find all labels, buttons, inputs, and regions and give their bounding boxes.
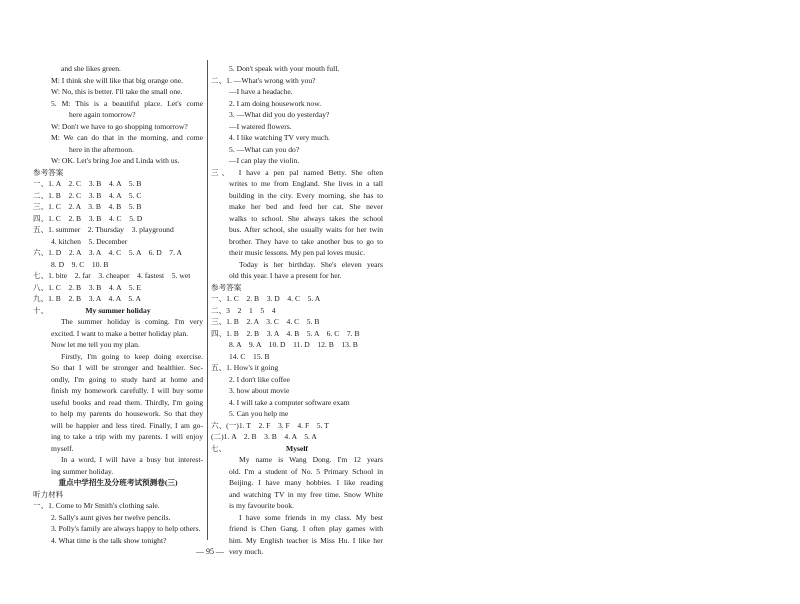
text-line: 三、1. B 2. A 3. C 4. C 5. B — [211, 317, 320, 326]
text-line: W: OK. Let's bring Joe and Linda with us. — [51, 156, 180, 165]
text-line: building in the city. Every morning, she has to — [229, 190, 383, 200]
text-line: 五、1. summer 2. Thursday 3. playground — [33, 225, 174, 234]
text-line: ondly, I'm going to study hard at home and — [51, 374, 203, 384]
text-line: Now let me tell you my plan. — [51, 340, 140, 349]
text-line: The summer holiday is coming. I'm very — [61, 317, 203, 326]
text-line: walks to school. She always takes the school — [229, 213, 383, 223]
text-line: 3. —What did you do yesterday? — [229, 110, 330, 119]
text-line: old. I'm a student of No. 5 Primary School in — [229, 466, 383, 476]
text-line: old this year. I have a present for her. — [229, 271, 342, 280]
left-column — [33, 63, 203, 546]
text-line: very much. — [229, 547, 264, 556]
text-line: him. My English teacher is Miss Hu. I like her — [229, 535, 383, 545]
column-divider — [207, 60, 208, 540]
text-line: myself. — [51, 443, 74, 453]
essay-title: Myself — [286, 443, 308, 453]
text-line: 4. I will take a computer software exam — [229, 397, 350, 407]
text-line: 3. Polly's family are always happy to help others. — [51, 524, 201, 533]
text-line: and watching TV in my free time. Snow White — [229, 489, 383, 499]
text-line: useful books and read them. Thirdly, I'm going — [51, 397, 203, 407]
text-line: excited. I want to make a better holiday plan. — [51, 328, 189, 338]
text-line: ing to take a trip with my parents. I will enjoy — [51, 432, 203, 441]
text-line: 5. Can you help me — [229, 409, 289, 418]
text-line: 六、(一)1. T 2. F 3. F 4. F 5. T — [211, 420, 329, 430]
text-line: 5. M: This is a beautiful place. Let's come — [51, 98, 203, 108]
text-line: —I watered flowers. — [229, 121, 292, 131]
text-line: 2. I am doing housework now. — [229, 98, 322, 108]
text-line: 二、1. —What's wrong with you? — [211, 75, 316, 85]
text-line: 八、1. C 2. B 3. B 4. A 5. E — [33, 282, 142, 292]
text-line: 一、1. Come to Mr Smith's clothing sale. — [33, 501, 160, 510]
text-line: 七、1. bite 2. far 3. cheaper 4. fastest 5. wet — [33, 271, 191, 280]
text-line: 四、1. B 2. B 3. A 4. B 5. A 6. C 7. B — [211, 328, 360, 338]
text-line: 一、1. A 2. C 3. B 4. A 5. B — [33, 179, 142, 188]
text-line: 听力材料 — [33, 489, 64, 499]
text-line: M: I think she will like that big orange one. — [51, 75, 184, 85]
text-line: W: Don't we have to go shopping tomorrow? — [51, 121, 188, 131]
page-number: — 95 — — [196, 547, 224, 556]
text-line: —I have a headache. — [229, 87, 293, 96]
text-line: M: We can do that in the morning, and come — [51, 133, 203, 142]
text-line: —I can play the violin. — [229, 156, 300, 165]
text-line: their music lessons. My pen pal loves music. — [229, 248, 366, 257]
text-line: (二)1. A 2. B 3. B 4. A 5. A — [211, 432, 317, 441]
text-line: 六、1. D 2. A 3. A 4. C 5. A 6. D 7. A — [33, 248, 182, 257]
text-line: My name is Wang Dong. I'm 12 years — [239, 455, 383, 464]
text-line: 五、1. How's it going — [211, 363, 279, 372]
text-line: 九、1. B 2. B 3. A 4. A 5. A — [33, 294, 142, 303]
text-line: make her bed and feed her cat. She never — [229, 202, 383, 211]
text-line: So that I will be stronger and healthier. Sec- — [51, 363, 203, 372]
right-column — [211, 63, 383, 558]
text-line: will be happier and less tired. Finally, I am go- — [51, 420, 203, 430]
essay-title: My summer holiday — [85, 305, 151, 315]
text-line: W: No, this is better. I'll take the small one. — [51, 87, 183, 96]
text-line: to help my parents do housework. So that they — [51, 409, 203, 418]
text-line: 5. Don't speak with your mouth full. — [229, 64, 340, 73]
text-line: 4. kitchen 5. December — [51, 236, 128, 246]
text-line: I have some friends in my class. My best — [239, 512, 383, 522]
text-line: here in the afternoon. — [69, 144, 134, 154]
text-line: ing summer holiday. — [51, 466, 114, 476]
text-line: 七、 Myself — [211, 443, 383, 455]
text-line: 3. how about movie — [229, 386, 290, 395]
text-line: 2. I don't like coffee — [229, 374, 290, 384]
text-line: 14. C 15. B — [229, 351, 270, 361]
text-line: 重点中学招生及分班考试预测卷(三) — [58, 478, 178, 487]
text-line: 二、3 2 1 5 4 — [211, 305, 276, 315]
text-line: Beijing. I have many hobbies. I like reading — [229, 478, 383, 487]
text-line: 4. I like watching TV very much. — [229, 133, 330, 142]
text-line: Firstly, I'm going to keep doing exercise. — [61, 351, 203, 361]
text-line: Today is her birthday. She's eleven years — [239, 259, 383, 269]
text-line: bus. After school, she usually waits for her twin — [229, 225, 383, 234]
text-line: 参考答案 — [33, 167, 64, 177]
text-line: 4. What time is the talk show tonight? — [51, 535, 167, 545]
text-line: friend is Chen Gang. I often play games with — [229, 524, 383, 533]
text-line: 8. D 9. C 10. B — [51, 259, 109, 269]
text-line: In a word, I will have a busy but interest- — [61, 455, 203, 464]
text-line: 四、1. C 2. B 3. B 4. C 5. D — [33, 213, 143, 223]
text-line: 三、1. C 2. A 3. B 4. B 5. B — [33, 202, 142, 211]
text-line: here again tomorrow? — [69, 110, 136, 119]
text-line: 5. —What can you do? — [229, 144, 300, 154]
text-line: 参考答案 — [211, 282, 242, 292]
text-line: is my favourite book. — [229, 501, 294, 510]
text-line: 一、1. C 2. B 3. D 4. C 5. A — [211, 294, 321, 303]
text-line: brother. They have to take another bus to go to — [229, 236, 383, 246]
text-line: 三、 I have a pen pal named Betty. She often — [211, 167, 383, 177]
text-line: 8. A 9. A 10. D 11. D 12. B 13. B — [229, 340, 358, 349]
text-line: 十、 My summer holiday — [33, 305, 203, 317]
text-line: 二、1. B 2. C 3. B 4. A 5. C — [33, 190, 142, 200]
text-line: writes to me from England. She lives in a tall — [229, 179, 383, 188]
text-line: and she likes green. — [61, 64, 121, 73]
text-line: 2. Sally's aunt gives her twelve pencils. — [51, 512, 171, 522]
text-line: finish my homework carefully. I will buy some — [51, 386, 203, 395]
